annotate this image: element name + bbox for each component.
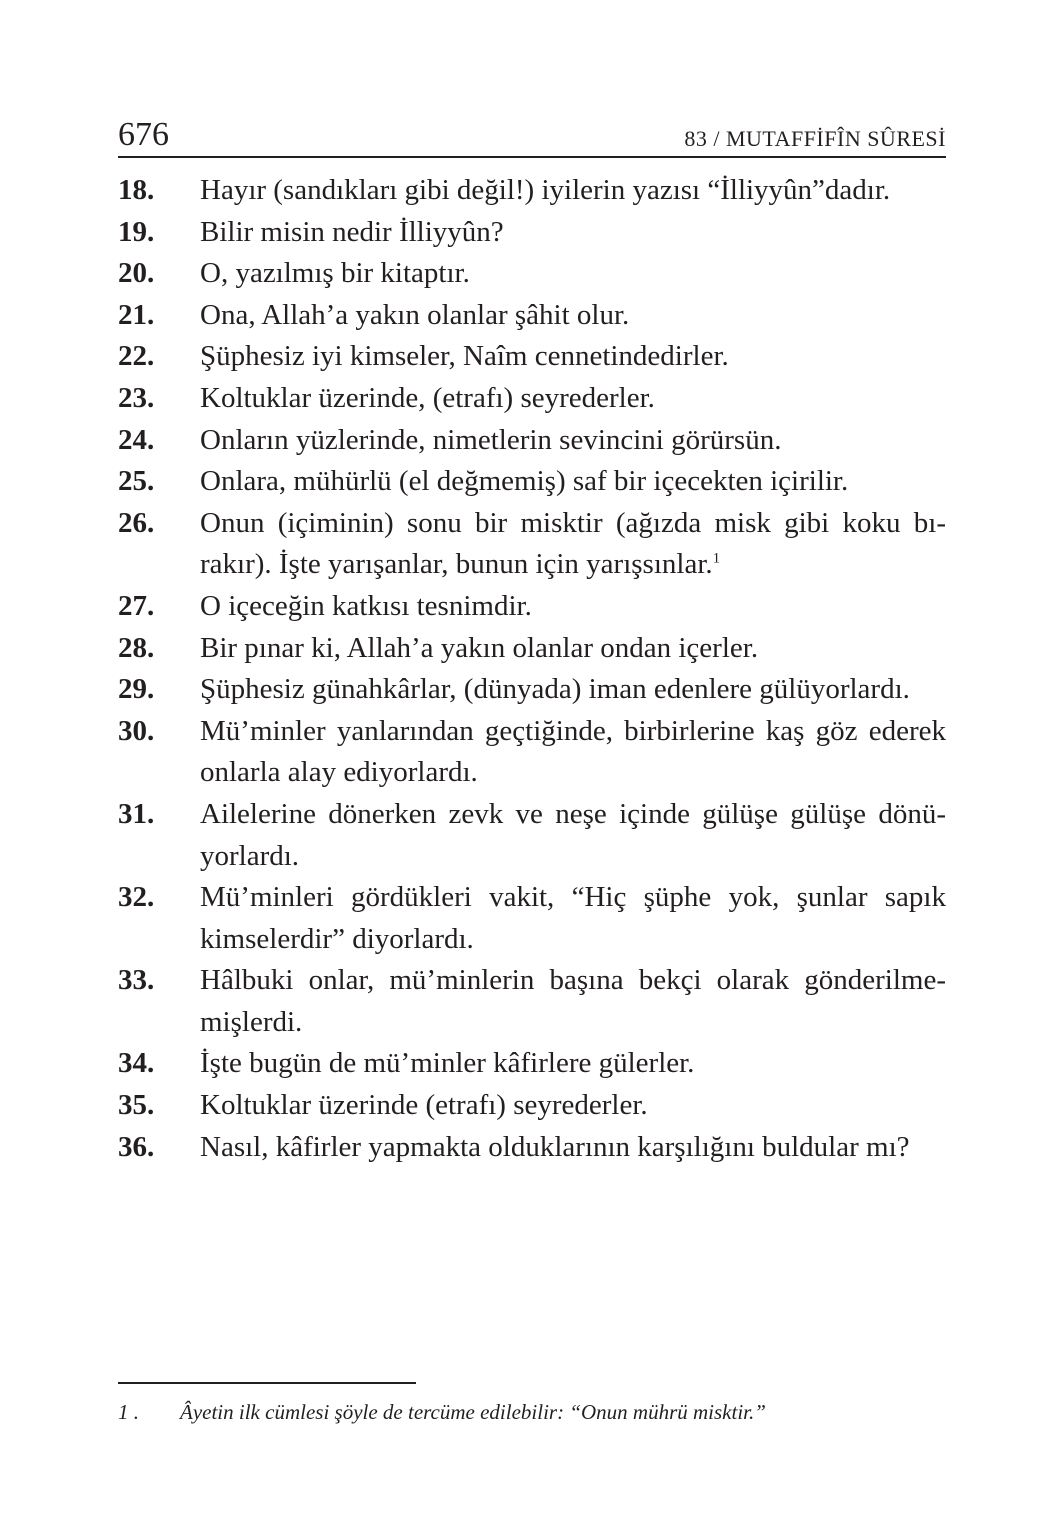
verse-34 bbox=[118, 1043, 946, 1085]
verse-text: Onların yüzlerinde, nimetlerin sevincini görürsün. bbox=[200, 423, 782, 456]
verse-27 bbox=[118, 586, 946, 628]
verse-text: Bir pınar ki, Allah’a yakın olanlar ondan içerler. bbox=[200, 631, 759, 664]
verse-number: 27. bbox=[118, 589, 155, 622]
footnote-mark: 1 . bbox=[118, 1400, 139, 1424]
verse-number: 31. bbox=[118, 797, 155, 830]
verse-35 bbox=[118, 1085, 946, 1127]
verse-text: O, yazılmış bir kitaptır. bbox=[200, 257, 470, 290]
verse-23 bbox=[118, 378, 946, 420]
verse-number: 24. bbox=[118, 423, 155, 456]
verse-number: 34. bbox=[118, 1047, 155, 1080]
verse-29 bbox=[118, 669, 946, 711]
verse-19 bbox=[118, 212, 946, 254]
verse-24 bbox=[118, 420, 946, 462]
verse-number: 18. bbox=[118, 174, 155, 206]
verse-text: Ona, Allah’a yakın olanlar şâhit olur. bbox=[200, 298, 630, 331]
verse-number: 28. bbox=[118, 631, 155, 664]
verse-number: 33. bbox=[118, 964, 155, 997]
verse-text: Şüphesiz günahkârlar, (dünyada) iman edenlere gülüyorlardı. bbox=[200, 673, 910, 706]
verse-text: Mü’minler yanlarından geçtiğinde, birbirlerine kaş göz ederek onlarla alay ediyorlardı. bbox=[200, 714, 946, 789]
verse-text: Bilir misin nedir İlliyyûn? bbox=[200, 215, 504, 248]
verse-20 bbox=[118, 253, 946, 295]
verse-32 bbox=[118, 877, 946, 960]
page-header bbox=[118, 112, 946, 158]
verse-number: 20. bbox=[118, 257, 155, 290]
verse-text: Koltuklar üzerinde, (etrafı) seyrederler. bbox=[200, 381, 655, 414]
verse-number: 30. bbox=[118, 714, 155, 747]
verse-text: Onlara, mühürlü (el değmemiş) saf bir içecekten içirilir. bbox=[200, 465, 849, 498]
verse-text: O içeceğin katkısı tesnimdir. bbox=[200, 589, 532, 622]
verse-number: 21. bbox=[118, 298, 155, 331]
verse-number: 23. bbox=[118, 381, 155, 414]
footnote-text: Âyetin ilk cümlesi şöyle de tercüme edilebilir: “Onun mührü misktir.” bbox=[180, 1400, 766, 1424]
footnote bbox=[118, 1397, 946, 1427]
verse-22 bbox=[118, 336, 946, 378]
verse-text: Mü’minleri gördükleri vakit, “Hiç şüphe yok, şunlar sapık kimselerdir” diyorlardı. bbox=[200, 881, 946, 955]
footnote-reference[interactable]: 1 bbox=[712, 550, 721, 567]
verse-number: 26. bbox=[118, 506, 155, 539]
verse-number: 29. bbox=[118, 673, 155, 706]
verse-30 bbox=[118, 711, 946, 794]
verse-28 bbox=[118, 628, 946, 670]
verse-text-body: Onun (içiminin) sonu bir misktir (ağızda misk gibi koku bırakır). İşte yarışanlar, bunun için yarışsınlar. bbox=[200, 506, 946, 581]
verse-21 bbox=[118, 295, 946, 337]
verse-26 bbox=[118, 503, 946, 586]
running-title: 83 / MUTAFFİFÎN SÛRESİ bbox=[684, 126, 946, 151]
verse-text: Hâlbuki onlar, mü’minlerin başına bekçi olarak gönderilmemişlerdi. bbox=[200, 964, 946, 1038]
verse-text: İşte bugün de mü’minler kâfirlere gülerler. bbox=[200, 1047, 695, 1080]
page-number: 676 bbox=[118, 116, 169, 153]
verse-36 bbox=[118, 1127, 946, 1169]
verse-33 bbox=[118, 960, 946, 1043]
verse-text: Hayır (sandıkları gibi değil!) iyilerin yazısı “İlliyyûn”dadır. bbox=[200, 174, 891, 206]
verse-text bbox=[200, 503, 946, 586]
verse-number: 32. bbox=[118, 881, 155, 914]
verse-text: Nasıl, kâfirler yapmakta olduklarının karşılığını buldular mı? bbox=[200, 1130, 910, 1163]
verse-list bbox=[118, 170, 946, 1168]
verse-text: Ailelerine dönerken zevk ve neşe içinde gülüşe gülüşe dönüyorlardı. bbox=[200, 797, 946, 872]
verse-number: 25. bbox=[118, 465, 155, 498]
verse-number: 22. bbox=[118, 340, 155, 373]
verse-number: 35. bbox=[118, 1089, 155, 1122]
verse-31 bbox=[118, 794, 946, 877]
verse-18 bbox=[118, 170, 946, 212]
verse-number: 36. bbox=[118, 1130, 155, 1163]
verse-text: Şüphesiz iyi kimseler, Naîm cennetindedirler. bbox=[200, 340, 729, 373]
verse-text: Koltuklar üzerinde (etrafı) seyrederler. bbox=[200, 1089, 648, 1122]
footnote-divider bbox=[118, 1382, 416, 1384]
verse-25 bbox=[118, 461, 946, 503]
verse-number: 19. bbox=[118, 215, 155, 248]
